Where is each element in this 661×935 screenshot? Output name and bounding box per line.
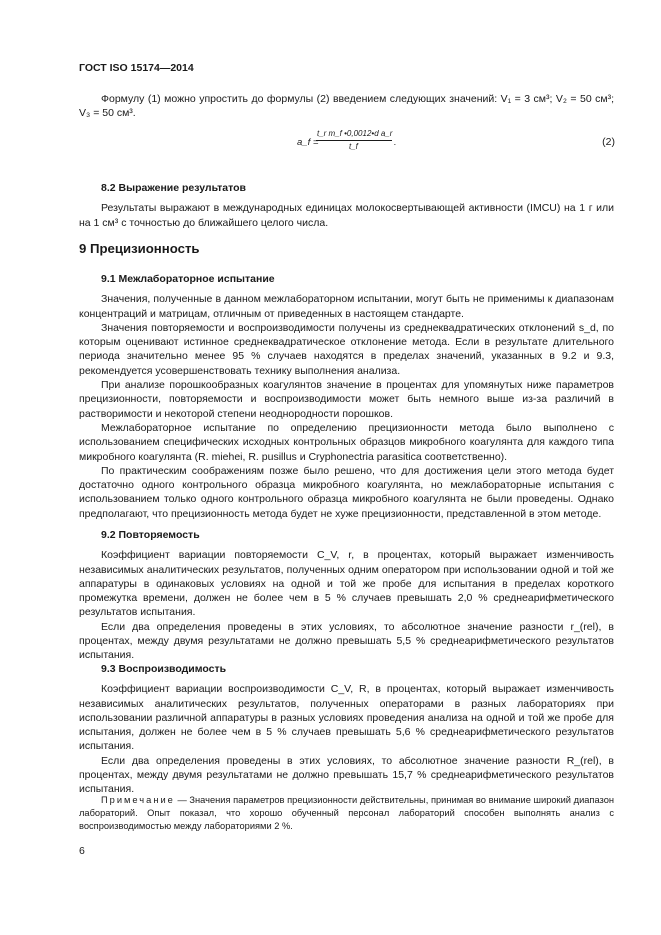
fraction-bar [316, 140, 392, 141]
intro-values: V₂ = 50 см³; V₃ = 50 см³. [79, 93, 614, 120]
page-number: 6 [79, 845, 85, 857]
section-9-1-p4: Межлабораторное испытание по определению прецизионности метода было выполнено с использованием специфических исходных контрольных образцов микробного коагулянта для каждого типа микробного коагулянта (R. miehei, R. pusillus и Cryphonectria parasitica соответственно). [79, 421, 614, 463]
intro-block [79, 92, 614, 121]
section-9-3-p2: Если два определения проведены в этих условиях, то абсолютное значение разности R_(rel), в процентах, между двумя результатами не должно превышать 15,7 % среднеарифметического результатов испытания. [79, 754, 614, 796]
section-9-3-p1: Коэффициент вариации воспроизводимости C_V, R, в процентах, который выражает изменчивость независимых аналитических результатов, полученных операторами в разных лабораториях при использовании различной аппаратуры в разных условиях проведения анализа на одной и той же пробе для испытания, должен не более чем в 5 % случаев превышать 5,6 % среднеарифметического результатов испытания. [79, 683, 614, 753]
standard-header: ГОСТ ISO 15174—2014 [79, 62, 194, 74]
section-9-3 [79, 662, 614, 797]
section-9-3-heading: 9.3 Воспроизводимость [101, 663, 227, 675]
formula-lhs: a_f = [297, 137, 319, 148]
section-9-1-p5: По практическим соображениям позже было решено, что для достижения цели этого метода будет достаточно одного контрольного образца микробного коагулянта, но межлабораторные испытания с использованием только одного контрольного образца микробного коагулянта не были проведены. Однако предполагают, что прецизионность метода будет не хуже прецизионности, представленной в этом методе. [79, 464, 614, 520]
formula-number: (2) [602, 136, 615, 148]
section-9-2-heading: 9.2 Повторяемость [101, 529, 200, 541]
section-9-2-p2: Если два определения проведены в этих условиях, то абсолютное значение разности r_(rel), в процентах, между двумя результатами не должно превышать 5,5 % среднеарифметического результатов испытания. [79, 620, 614, 662]
section-9-heading: 9 Прецизионность [79, 241, 200, 256]
section-8-2 [79, 181, 614, 230]
note-text: — Значения параметров прецизионности действительны, принимая во внимание широкий диапазон лабораторий. Опыт показал, что хорошо обученный персонал лабораторий способен выполнять анализ с воспроизводимостью между лабораториями 2 %. [79, 795, 614, 831]
section-9 [79, 242, 614, 256]
intro-text: Формулу (1) можно упростить до формулы (2) введением следующих значений: [101, 93, 501, 105]
section-8-2-text: Результаты выражают в международных единицах молокосвертывающей активности (IMCU) на 1 г или на 1 см³ с точностью до ближайшего целого числа. [79, 202, 614, 229]
section-8-2-heading: 8.2 Выражение результатов [101, 182, 246, 194]
note-label: Примечание [101, 795, 175, 805]
formula-numerator: t_r m_f •0,0012•d a_r [317, 129, 393, 138]
section-9-1-heading: 9.1 Межлабораторное испытание [101, 273, 275, 285]
formula-denominator: t_f [349, 142, 358, 151]
intro-paragraph [79, 92, 614, 121]
formula-period: . [394, 137, 397, 147]
section-9-1-p2: Значения повторяемости и воспроизводимости получены из среднеквадратических отклонений s_d, по которым оценивают истинное среднеквадратическое отклонение метода. Если в результате длительного периода значительно менее 95 % случаев находятся в пределах значений, указанных в 9.2 и 9.3, рекомендуется усовершенствовать технику выполнения анализа. [79, 321, 614, 377]
section-9-1-p3: При анализе порошкообразных коагулянтов значение в процентах для упомянутых ниже параметров прецизионности, повторяемости и воспроизводимости может быть немного выше из-за различий в растворимости и некоторой степени неоднородности порошков. [79, 379, 614, 420]
section-9-2-p1: Коэффициент вариации повторяемости C_V, r, в процентах, который выражает изменчивость независимых аналитических результатов, полученных одним оператором при использовании одной и той же аппаратуры в одинаковых условиях на одной и той же пробе для испытания в пределах короткого промежутка времени, должен не более чем в 5 % случаев превышать 2,0 % среднеарифметического результатов испытания. [79, 549, 614, 619]
intro-v1: V₁ = 3 см³; [500, 93, 553, 105]
formula-2 [297, 129, 615, 159]
section-9-2 [79, 528, 614, 663]
note-paragraph [79, 794, 614, 833]
section-9-1 [79, 272, 614, 521]
section-9-1-p1: Значения, полученные в данном межлабораторном испытании, могут быть не применимы к диапазонам концентраций и матрицам, отличным от приведенных в настоящем стандарте. [79, 293, 614, 320]
note-block [79, 794, 614, 833]
